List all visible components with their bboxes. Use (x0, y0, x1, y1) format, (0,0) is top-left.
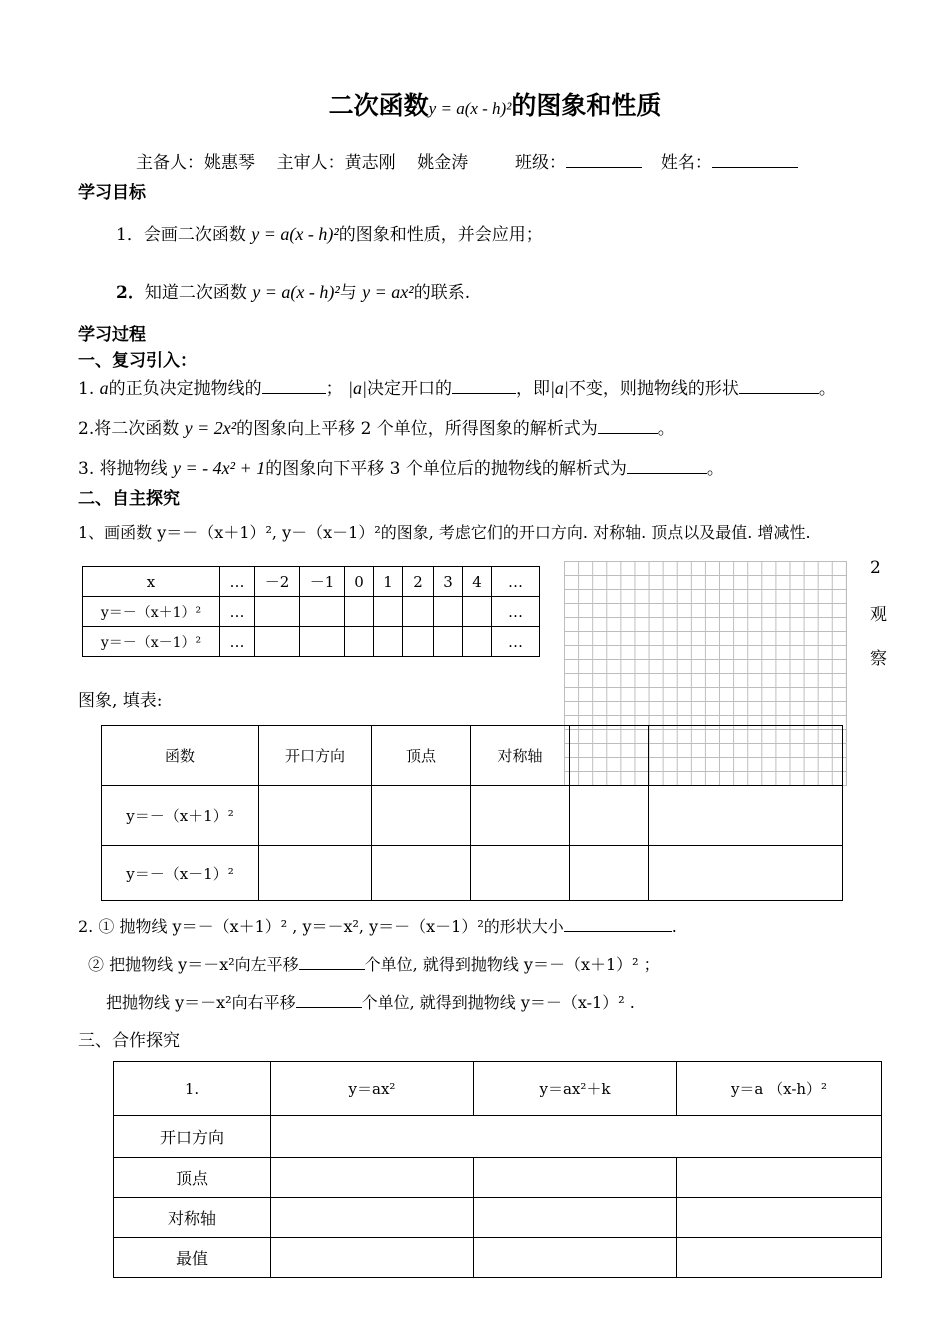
value-table-cell[interactable] (403, 627, 434, 657)
goal-item-1 (116, 220, 543, 245)
coop-cell[interactable] (474, 1198, 677, 1238)
q1-number: 1. (78, 379, 95, 399)
goal-2-suffix: 的联系. (413, 283, 471, 303)
q1-var-a: a (99, 378, 109, 398)
property-cell[interactable] (372, 786, 471, 846)
q3-end: 。 (706, 459, 724, 479)
value-table-cell[interactable] (374, 597, 403, 627)
value-table-header-row (83, 567, 540, 597)
process-heading: 学习过程 (78, 325, 146, 345)
goal-2-text: 知道二次函数 (144, 283, 247, 303)
property-cell[interactable] (649, 786, 843, 846)
review-heading: 一、复习引入： (78, 351, 197, 371)
property-header-function: 函数 (102, 726, 259, 786)
property-table-header-row (102, 726, 843, 786)
property-table (101, 725, 843, 901)
value-table-cell[interactable] (434, 627, 463, 657)
value-table-header: 3 (434, 567, 463, 597)
goal-2-formula: y = a(x - h)² (252, 282, 340, 302)
value-table-cell[interactable] (255, 627, 300, 657)
value-table-header: 2 (403, 567, 434, 597)
value-table-header: 0 (345, 567, 374, 597)
explore-q2-line2 (88, 952, 660, 975)
coop-table (113, 1061, 882, 1278)
value-table-row-label: y＝－（x－1）² (83, 627, 220, 657)
coop-row-label: 顶点 (114, 1158, 271, 1198)
property-cell[interactable] (570, 786, 649, 846)
value-table-cell[interactable] (463, 597, 492, 627)
q1-end: 。 (818, 379, 836, 399)
q2-end: 。 (657, 419, 675, 439)
property-cell[interactable] (471, 786, 570, 846)
goal-1-text: 会画二次函数 (143, 225, 246, 245)
coop-cell[interactable] (677, 1198, 882, 1238)
q1-abs-a: |a| (348, 378, 367, 398)
name-blank[interactable] (712, 150, 798, 168)
property-cell[interactable] (570, 846, 649, 901)
property-cell[interactable] (649, 846, 843, 901)
coop-cell[interactable] (271, 1116, 882, 1158)
q3-blank[interactable] (627, 456, 707, 474)
side-text-observe-1: 观 (870, 605, 887, 625)
explore-q2-line1 (78, 914, 677, 937)
fill-table-label: 图象, 填表: (78, 691, 163, 711)
authors-line (136, 148, 798, 173)
value-table-header: 4 (463, 567, 492, 597)
property-cell[interactable] (259, 846, 372, 901)
coop-cell[interactable] (271, 1158, 474, 1198)
coop-row-label: 对称轴 (114, 1198, 271, 1238)
coop-header: y＝ax² (271, 1062, 474, 1116)
q1-blank-3[interactable] (739, 376, 819, 394)
title-formula: y = a(x - h)² (428, 99, 512, 118)
title-suffix: 的图象和性质 (511, 91, 662, 120)
side-text-observe-2: 察 (870, 649, 887, 669)
explore-heading: 二、自主探究 (78, 489, 180, 509)
coop-heading: 三、合作探究 (78, 1031, 180, 1051)
property-cell[interactable] (372, 846, 471, 901)
q2-text: 2.将二次函数 (78, 419, 180, 439)
goal-1-suffix: 的图象和性质，并会应用； (338, 225, 543, 245)
property-header-direction: 开口方向 (259, 726, 372, 786)
value-table-header-x: x (83, 567, 220, 597)
goal-1-number: 1． (116, 225, 144, 245)
q1-text-3: 决定开口的 (366, 379, 452, 399)
explore-q2-line3 (106, 990, 635, 1013)
value-table-cell[interactable] (374, 627, 403, 657)
coop-header: 1. (114, 1062, 271, 1116)
goal-1-formula: y = a(x - h)² (251, 224, 339, 244)
q2-line2-text-2: 个单位, 就得到抛物线 y＝－（x＋1）² ； (364, 955, 660, 974)
property-header-vertex: 顶点 (372, 726, 471, 786)
property-table-row (102, 846, 843, 901)
q2-line3-blank[interactable] (296, 990, 362, 1008)
q1-blank-2[interactable] (452, 376, 516, 394)
q1-text-5: 不变，则抛物线的形状 (568, 379, 739, 399)
goal-2-formula2: y = ax² (362, 282, 414, 302)
class-label: 班级： (515, 153, 567, 173)
property-cell[interactable] (471, 846, 570, 901)
coop-header: y＝ax²＋k (474, 1062, 677, 1116)
value-table-header: … (492, 567, 540, 597)
property-header-empty (649, 726, 843, 786)
value-table-cell[interactable] (403, 597, 434, 627)
coop-table-row (114, 1158, 882, 1198)
value-table-header: －1 (300, 567, 345, 597)
value-table (82, 566, 540, 657)
value-table-cell[interactable] (300, 597, 345, 627)
page-title (0, 86, 950, 122)
value-table-cell: … (220, 627, 255, 657)
value-table-cell: … (492, 627, 540, 657)
property-row-label: y＝－（x＋1）² (102, 786, 259, 846)
value-table-row (83, 627, 540, 657)
q2-text-2: 的图象向上平移 2 个单位，所得图象的解析式为 (236, 419, 598, 439)
q1-text-4: ，即 (515, 379, 550, 399)
q2-line1-text: 2. ① 抛物线 y＝－（x＋1）² , y＝－x², y＝－（x－1）²的形状大小 (78, 917, 564, 936)
class-blank[interactable] (566, 150, 642, 168)
coop-cell[interactable] (271, 1238, 474, 1278)
side-text-2: 2 (870, 558, 881, 578)
q3-text-2: 的图象向下平移 3 个单位后的抛物线的解析式为 (265, 459, 627, 479)
value-table-cell[interactable] (345, 597, 374, 627)
q2-line3-text-2: 个单位, 就得到抛物线 y＝－（x-1）² . (361, 993, 635, 1012)
q2-line2-text: ② 把抛物线 y＝－x²向左平移 (88, 955, 299, 974)
value-table-row (83, 597, 540, 627)
property-row-label: y＝－（x－1）² (102, 846, 259, 901)
coop-cell[interactable] (271, 1198, 474, 1238)
goal-2-number: 2． (116, 283, 145, 303)
coop-cell[interactable] (474, 1238, 677, 1278)
q1-text-2: ； (325, 379, 343, 399)
coop-row-label: 最值 (114, 1238, 271, 1278)
value-table-header: … (220, 567, 255, 597)
q2-formula: y = 2x² (184, 418, 237, 438)
value-table-row-label: y＝－（x＋1）² (83, 597, 220, 627)
q3-formula: y = - 4x² + 1 (173, 458, 266, 478)
review-q1 (78, 374, 836, 399)
q2-line2-blank[interactable] (299, 952, 365, 970)
q1-abs-a-2: |a| (549, 378, 569, 398)
coop-cell[interactable] (677, 1158, 882, 1198)
review-q3 (78, 454, 724, 479)
goal-item-2 (116, 278, 470, 303)
coop-cell[interactable] (474, 1158, 677, 1198)
value-table-cell[interactable] (255, 597, 300, 627)
q1-blank-1[interactable] (262, 376, 326, 394)
name-label: 姓名： (660, 153, 712, 173)
property-header-axis: 对称轴 (471, 726, 570, 786)
property-cell[interactable] (259, 786, 372, 846)
title-prefix: 二次函数 (328, 91, 429, 120)
value-table-cell[interactable] (434, 597, 463, 627)
q2-line1-blank[interactable] (564, 914, 672, 932)
coop-table-row (114, 1116, 882, 1158)
q2-blank[interactable] (598, 416, 658, 434)
q1-text-1: 的正负决定抛物线的 (108, 379, 262, 399)
q3-text: 3. 将抛物线 (78, 459, 168, 479)
value-table-cell[interactable] (345, 627, 374, 657)
coop-table-row (114, 1198, 882, 1238)
value-table-cell[interactable] (463, 627, 492, 657)
coop-header: y＝a （x-h）² (677, 1062, 882, 1116)
value-table-header: 1 (374, 567, 403, 597)
value-table-header: －2 (255, 567, 300, 597)
coop-table-row (114, 1238, 882, 1278)
value-table-cell: … (492, 597, 540, 627)
property-table-row (102, 786, 843, 846)
property-header-empty (570, 726, 649, 786)
q2-line1-end: . (671, 917, 677, 936)
coop-row-label: 开口方向 (114, 1116, 271, 1158)
q2-line3-text: 把抛物线 y＝－x²向右平移 (106, 993, 296, 1012)
goal-2-mid: 与 (339, 283, 357, 303)
explore-q1: 1、画函数 y＝－（x＋1）², y－（x－1）²的图象, 考虑它们的开口方向. 对称轴. 顶点以及最值. 增减性. (78, 523, 811, 542)
coop-cell[interactable] (677, 1238, 882, 1278)
value-table-cell: … (220, 597, 255, 627)
value-table-cell[interactable] (300, 627, 345, 657)
goals-heading: 学习目标 (78, 183, 146, 203)
authors-text: 主备人：姚惠琴 主审人：黄志刚 姚金涛 (136, 153, 469, 173)
review-q2 (78, 414, 675, 439)
coop-table-header-row (114, 1062, 882, 1116)
